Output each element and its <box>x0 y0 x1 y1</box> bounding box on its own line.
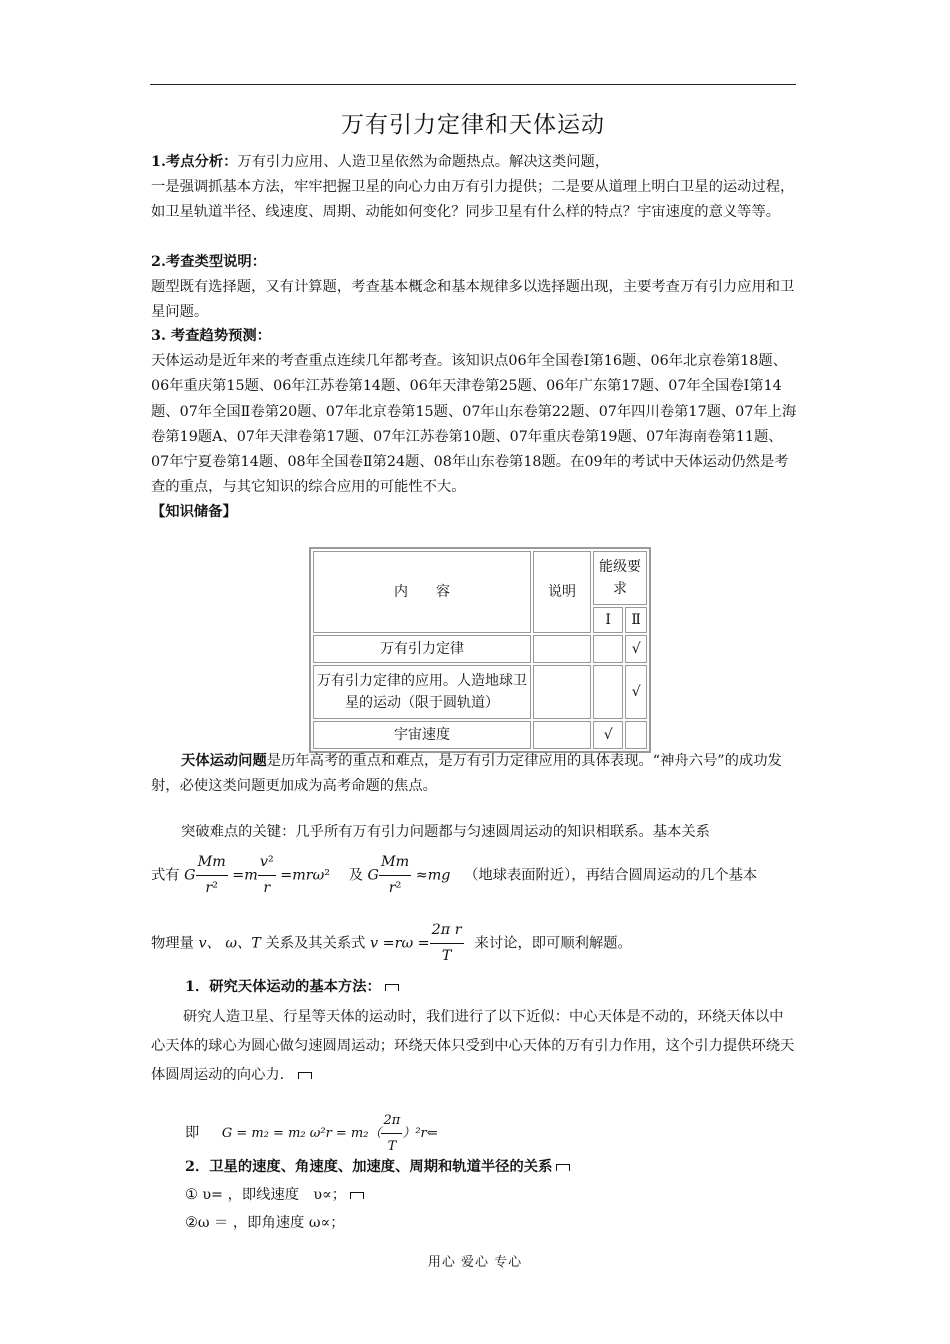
header-rule <box>150 84 796 85</box>
table-row-1-content: 万有引力定律 <box>313 635 531 663</box>
paragraph-key: 突破难点的关键：几乎所有万有引力问题都与匀速圆周运动的知识相联系。基本关系 <box>181 824 710 840</box>
formula-line-2 <box>151 918 797 969</box>
section-1-heading: 1.考点分析： <box>151 154 238 170</box>
list-item-1-text: ① υ= ，即线速度 υ∝； <box>185 1187 347 1203</box>
table-row-1-level-1 <box>593 635 623 663</box>
knowledge-label: 【知识储备】 <box>151 504 237 521</box>
section-2 <box>151 250 797 326</box>
equation-ji: 即 <box>185 1125 200 1142</box>
knowledge-table <box>309 547 651 753</box>
section-3-body: 天体运动是近年来的考查重点连续几年都考查。该知识点06年全国卷Ⅰ第16题、06年北京卷第18题、06年重庆第15题、06年江苏卷第14题、06年天津卷第25题、06年广东第17题、07年全国卷Ⅰ第14题、07年全国Ⅱ卷第20题、07年北京卷第15题、07年山东卷第22题、07年四川卷第17题、07年上海卷第19题A、07年天津卷第17题、07年江苏卷第10题、07年重庆卷第19题、07年海南卷第11题、07年宁夏卷第14题、08年全国卷Ⅱ第24题、08年山东卷第18题。在09年的考试中天体运动仍然是考查的重点，与其它知识的综合应用的可能性不大。 <box>151 353 797 496</box>
table-header-note: 说明 <box>533 551 591 633</box>
section-3-heading: 3. 考查趋势预测： <box>151 328 271 344</box>
formula-line-1-post: （地球表面附近），再结合圆周运动的几个基本 <box>464 867 758 884</box>
formula-line-1-pre: 式有 <box>151 867 180 884</box>
table-header-requirement: 能级要求 <box>593 551 647 605</box>
heading-relation-text: 2．卫星的速度、角速度、加速度、周期和轨道半径的关系 <box>185 1159 553 1175</box>
table-header-content: 内 容 <box>313 551 531 633</box>
table-header-level-2: Ⅱ <box>625 607 647 633</box>
table-row-3-level-2 <box>625 721 647 749</box>
section-2-body: 题型既有选择题，又有计算题，考查基本概念和基本规律多以选择题出现，主要考查万有引力应用和卫星问题。 <box>151 279 795 321</box>
return-mark-icon <box>350 1192 364 1199</box>
table-row-3-content: 宇宙速度 <box>313 721 531 749</box>
gravity-formula: G $\frac{Mm}{\text{r²}}$ =m $\frac{\text{v²}}{r}$ =mrω² <box>184 850 344 901</box>
table-row-2-content: 万有引力定律的应用。人造地球卫星的运动（限于圆轨道） <box>313 665 531 719</box>
formula-line-2-pre: 物理量 <box>151 935 194 952</box>
list-item-1 <box>185 1183 795 1208</box>
formula-line-2-mid: 关系及其关系式 <box>265 935 366 952</box>
formula-line-1 <box>151 850 797 901</box>
formula-line-2-vars: v、 ω、T <box>198 935 261 952</box>
section-1-body: 一是强调抓基本方法，牢牢把握卫星的向心力由万有引力提供；二是要从道理上明白卫星的运动过程，如卫星轨道半径、线速度、周期、动能如何变化？同步卫星有什么样的特点？宇宙速度的意义等等。 <box>151 179 795 221</box>
table-row-1-level-2: √ <box>625 635 647 663</box>
equation-line <box>185 1108 795 1159</box>
formula-line-2-post: 来讨论，即可顺利解题。 <box>474 935 632 952</box>
list-item-2: ②ω ＝ ，即角速度 ω∝； <box>185 1215 345 1231</box>
section-2-heading: 2.考查类型说明： <box>151 254 267 270</box>
page-title: 万有引力定律和天体运动 <box>341 112 605 138</box>
table-row-3-level-1: √ <box>593 721 623 749</box>
paragraph-method-text: 研究人造卫星、行星等天体的运动时，我们进行了以下近似：中心天体是不动的，环绕天体以中心天体的球心为圆心做匀速圆周运动；环绕天体只受到中心天体的万有引力作用，这个引力提供环绕天体圆周运动的向心力． <box>151 1009 795 1083</box>
equation-formula: G = m₂ = m₂ ω²r = m₂（ $\frac{2\pi}{T}$ ）²r⇐ <box>222 1108 438 1159</box>
formula-line-1-mid: 及 <box>348 867 363 884</box>
return-mark-icon <box>298 1072 312 1079</box>
paragraph-method <box>151 1003 797 1090</box>
page-footer: 用心 爱心 专心 <box>427 1255 523 1270</box>
table-row-2-level-2: √ <box>625 665 647 719</box>
section-1-line1: 万有引力应用、人造卫星依然为命题热点。解决这类问题， <box>237 154 610 170</box>
heading-method-text: 1．研究天体运动的基本方法： <box>185 979 381 995</box>
velocity-formula: v =rω = $\frac{\text{2π r}}{T}$ <box>370 918 470 969</box>
table-header-level-1: Ⅰ <box>593 607 623 633</box>
heading-relation <box>185 1155 795 1180</box>
section-3 <box>151 324 797 526</box>
section-1 <box>151 150 797 226</box>
paragraph-astronomy-bold: 天体运动问题 <box>181 753 267 769</box>
table-row-1-note <box>533 635 591 663</box>
paragraph-astronomy-text: 是历年高考的重点和难点，是万有引力定律应用的具体表现。“神舟六号”的成功发射，必使这类问题更加成为高考命题的焦点。 <box>151 753 782 795</box>
surface-formula: G $\frac{Mm}{\text{r²}}$ ≈mg <box>368 850 460 901</box>
table-row-3-note <box>533 721 591 749</box>
table-row-2-level-1 <box>593 665 623 719</box>
paragraph-astronomy <box>151 749 797 799</box>
return-mark-icon <box>556 1164 570 1171</box>
table-row-2-note <box>533 665 591 719</box>
return-mark-icon <box>385 984 399 991</box>
heading-method <box>185 975 795 1000</box>
